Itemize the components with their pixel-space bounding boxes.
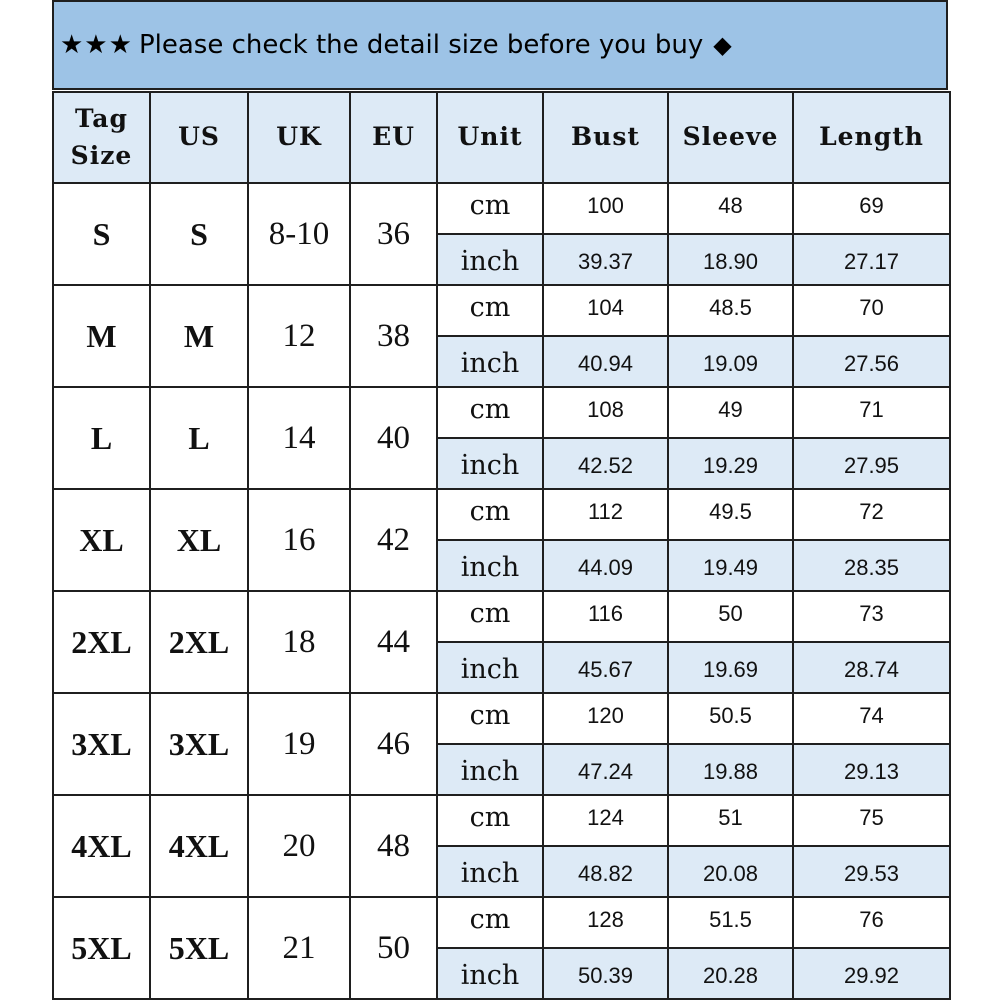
cell-unit: cm bbox=[437, 897, 543, 948]
cell-sleeve: 19.88 bbox=[668, 744, 793, 795]
cell-bust: 124 bbox=[543, 795, 668, 846]
cell-length: 29.13 bbox=[793, 744, 950, 795]
cell-unit: inch bbox=[437, 744, 543, 795]
cell-unit: inch bbox=[437, 234, 543, 285]
cell-us-size: M bbox=[150, 285, 248, 387]
header-sleeve: Sleeve bbox=[668, 92, 793, 183]
diamond-icon: ◆ bbox=[713, 31, 732, 59]
cell-us-size: L bbox=[150, 387, 248, 489]
cell-length: 72 bbox=[793, 489, 950, 540]
cell-tag-size: 3XL bbox=[53, 693, 150, 795]
cell-bust: 112 bbox=[543, 489, 668, 540]
header-eu: EU bbox=[350, 92, 437, 183]
cell-length: 29.92 bbox=[793, 948, 950, 999]
cell-uk-size: 16 bbox=[248, 489, 350, 591]
cell-bust: 40.94 bbox=[543, 336, 668, 387]
cell-eu-size: 50 bbox=[350, 897, 437, 999]
cell-eu-size: 48 bbox=[350, 795, 437, 897]
cell-us-size: S bbox=[150, 183, 248, 285]
table-row-cm bbox=[53, 489, 950, 540]
cell-sleeve: 19.29 bbox=[668, 438, 793, 489]
cell-sleeve: 51.5 bbox=[668, 897, 793, 948]
header-bust: Bust bbox=[543, 92, 668, 183]
header-row bbox=[53, 92, 950, 183]
cell-unit: inch bbox=[437, 846, 543, 897]
cell-us-size: 2XL bbox=[150, 591, 248, 693]
cell-length: 73 bbox=[793, 591, 950, 642]
cell-sleeve: 49.5 bbox=[668, 489, 793, 540]
cell-length: 27.56 bbox=[793, 336, 950, 387]
cell-bust: 104 bbox=[543, 285, 668, 336]
cell-bust: 45.67 bbox=[543, 642, 668, 693]
cell-uk-size: 21 bbox=[248, 897, 350, 999]
cell-sleeve: 19.49 bbox=[668, 540, 793, 591]
header-length: Length bbox=[793, 92, 950, 183]
table-row-cm bbox=[53, 591, 950, 642]
cell-sleeve: 49 bbox=[668, 387, 793, 438]
cell-length: 76 bbox=[793, 897, 950, 948]
cell-bust: 108 bbox=[543, 387, 668, 438]
size-chart-table bbox=[52, 91, 951, 1000]
size-notice-banner bbox=[52, 0, 948, 90]
cell-length: 74 bbox=[793, 693, 950, 744]
cell-us-size: 5XL bbox=[150, 897, 248, 999]
cell-tag-size: S bbox=[53, 183, 150, 285]
cell-bust: 44.09 bbox=[543, 540, 668, 591]
cell-bust: 120 bbox=[543, 693, 668, 744]
cell-length: 27.95 bbox=[793, 438, 950, 489]
cell-length: 75 bbox=[793, 795, 950, 846]
cell-unit: inch bbox=[437, 336, 543, 387]
cell-sleeve: 50 bbox=[668, 591, 793, 642]
table-row-cm bbox=[53, 693, 950, 744]
cell-unit: cm bbox=[437, 591, 543, 642]
cell-unit: inch bbox=[437, 948, 543, 999]
star-icons: ★★★ bbox=[60, 30, 133, 60]
cell-length: 71 bbox=[793, 387, 950, 438]
cell-sleeve: 50.5 bbox=[668, 693, 793, 744]
cell-tag-size: M bbox=[53, 285, 150, 387]
cell-uk-size: 20 bbox=[248, 795, 350, 897]
cell-eu-size: 40 bbox=[350, 387, 437, 489]
banner-text: Please check the detail size before you buy bbox=[138, 30, 704, 60]
cell-us-size: XL bbox=[150, 489, 248, 591]
cell-length: 28.74 bbox=[793, 642, 950, 693]
cell-uk-size: 8-10 bbox=[248, 183, 350, 285]
cell-eu-size: 36 bbox=[350, 183, 437, 285]
cell-us-size: 3XL bbox=[150, 693, 248, 795]
table-row-cm bbox=[53, 795, 950, 846]
cell-unit: cm bbox=[437, 387, 543, 438]
header-us: US bbox=[150, 92, 248, 183]
cell-bust: 100 bbox=[543, 183, 668, 234]
cell-sleeve: 20.08 bbox=[668, 846, 793, 897]
cell-us-size: 4XL bbox=[150, 795, 248, 897]
cell-sleeve: 18.90 bbox=[668, 234, 793, 285]
cell-bust: 42.52 bbox=[543, 438, 668, 489]
cell-unit: cm bbox=[437, 795, 543, 846]
cell-unit: cm bbox=[437, 183, 543, 234]
cell-sleeve: 19.09 bbox=[668, 336, 793, 387]
cell-unit: inch bbox=[437, 438, 543, 489]
cell-length: 28.35 bbox=[793, 540, 950, 591]
cell-bust: 39.37 bbox=[543, 234, 668, 285]
cell-unit: inch bbox=[437, 642, 543, 693]
table-row-cm bbox=[53, 183, 950, 234]
header-uk: UK bbox=[248, 92, 350, 183]
cell-bust: 47.24 bbox=[543, 744, 668, 795]
cell-length: 27.17 bbox=[793, 234, 950, 285]
cell-sleeve: 19.69 bbox=[668, 642, 793, 693]
table-row-cm bbox=[53, 285, 950, 336]
cell-uk-size: 12 bbox=[248, 285, 350, 387]
cell-eu-size: 44 bbox=[350, 591, 437, 693]
header-tag-size-line1: Tag bbox=[75, 104, 128, 134]
cell-sleeve: 48 bbox=[668, 183, 793, 234]
cell-unit: cm bbox=[437, 693, 543, 744]
cell-tag-size: 4XL bbox=[53, 795, 150, 897]
header-tag-size-line2: Size bbox=[70, 140, 133, 170]
cell-tag-size: L bbox=[53, 387, 150, 489]
cell-uk-size: 14 bbox=[248, 387, 350, 489]
header-unit: Unit bbox=[437, 92, 543, 183]
cell-length: 69 bbox=[793, 183, 950, 234]
cell-bust: 116 bbox=[543, 591, 668, 642]
cell-sleeve: 51 bbox=[668, 795, 793, 846]
cell-eu-size: 46 bbox=[350, 693, 437, 795]
table-row-cm bbox=[53, 387, 950, 438]
cell-unit: cm bbox=[437, 285, 543, 336]
cell-tag-size: 2XL bbox=[53, 591, 150, 693]
cell-unit: inch bbox=[437, 540, 543, 591]
cell-bust: 50.39 bbox=[543, 948, 668, 999]
cell-unit: cm bbox=[437, 489, 543, 540]
cell-tag-size: XL bbox=[53, 489, 150, 591]
cell-eu-size: 42 bbox=[350, 489, 437, 591]
cell-length: 70 bbox=[793, 285, 950, 336]
cell-sleeve: 48.5 bbox=[668, 285, 793, 336]
cell-length: 29.53 bbox=[793, 846, 950, 897]
cell-tag-size: 5XL bbox=[53, 897, 150, 999]
table-row-cm bbox=[53, 897, 950, 948]
cell-eu-size: 38 bbox=[350, 285, 437, 387]
cell-bust: 128 bbox=[543, 897, 668, 948]
header-tag-size bbox=[53, 92, 150, 183]
cell-uk-size: 19 bbox=[248, 693, 350, 795]
cell-sleeve: 20.28 bbox=[668, 948, 793, 999]
cell-bust: 48.82 bbox=[543, 846, 668, 897]
cell-uk-size: 18 bbox=[248, 591, 350, 693]
